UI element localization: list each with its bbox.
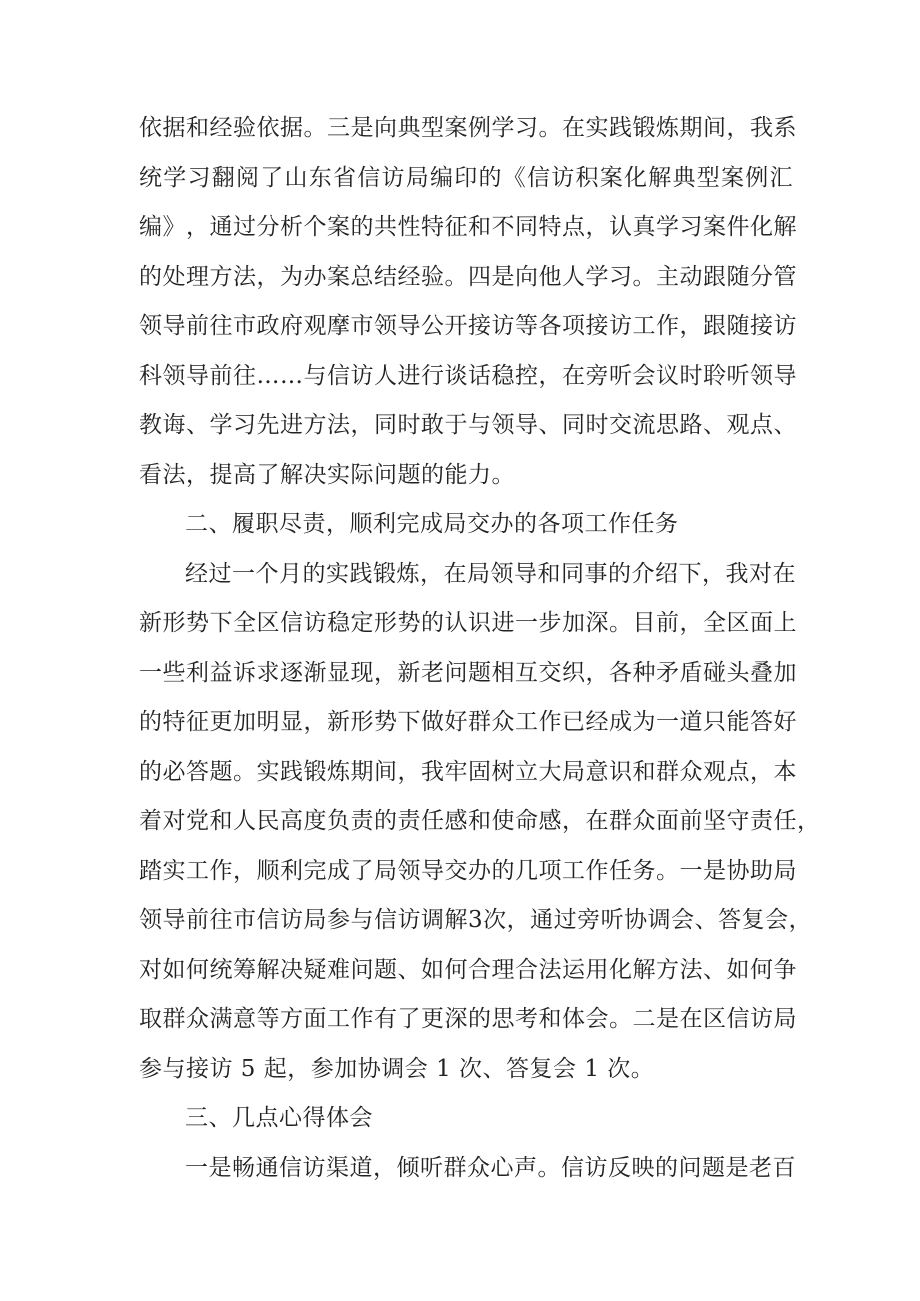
text-line: 参与接访 5 起，参加协调会 1 次、答复会 1 次。 — [139, 1055, 655, 1082]
section-heading: 二、履职尽责，顺利完成局交办的各项工作任务 — [185, 511, 679, 537]
section-heading: 三、几点心得体会 — [185, 1105, 373, 1131]
text-line: 一 是 畅 通 信 访 渠 道 ， 倾 听 群 众 心 声 。 信 访 反 映 的 问 题 是 老 百 — [185, 1154, 796, 1181]
text-line: 新 形 势 下 全 区 信 访 稳 定 形 势 的 认 识 进 一 步 加 深 。 目 前 ， 全 区 面 上 — [139, 610, 797, 636]
text-line: 教 诲 、 学 习 先 进 方 法 ， 同 时 敢 于 与 领 导 、 同 时 交 流 思 路 、 观 点 、 — [139, 412, 797, 438]
text-line: 踏 实 工 作 ， 顺 利 完 成 了 局 领 导 交 办 的 几 项 工 作 任 务 。 一 是 协 助 局 — [139, 857, 797, 884]
text-line: 编 》 ， 通 过 分 析 个 案 的 共 性 特 征 和 不 同 特 点 ， 认 真 学 习 案 件 化 解 — [139, 214, 797, 240]
text-line: 领 导 前 往 市 信 访 局 参 与 信 访 调 解 3 次 ， 通 过 旁 听 协 调 会 、 答 复 会 ， — [139, 907, 813, 933]
text-line: 着 对 党 和 人 民 高 度 负 责 的 责 任 感 和 使 命 感 ， 在 群 众 面 前 坚 守 责 任 ， — [139, 808, 821, 834]
document-body — [139, 104, 821, 1193]
text-line: 的 处 理 方 法 ， 为 办 案 总 结 经 验 。 四 是 向 他 人 学 习 。 主 动 跟 随 分 管 — [139, 263, 797, 290]
text-line: 对 如 何 统 筹 解 决 疑 难 问 题 、 如 何 合 理 合 法 运 用 化 解 方 法 、 如 何 争 — [139, 956, 797, 983]
text-line: 一 些 利 益 诉 求 逐 渐 显 现 ， 新 老 问 题 相 互 交 织 ， 各 种 矛 盾 碰 头 叠 加 — [139, 659, 797, 686]
text-line: 的 特 征 更 加 明 显 ， 新 形 势 下 做 好 群 众 工 作 已 经 成 为 一 道 只 能 答 好 — [139, 709, 797, 735]
text-line: 看法，提高了解决实际问题的能力。 — [139, 461, 515, 488]
text-line: 科 领 导 前 往 … … 与 信 访 人 进 行 谈 话 稳 控 ， 在 旁 听 会 议 时 聆 听 领 导 — [139, 362, 797, 389]
text-line: 统 学 习 翻 阅 了 山 东 省 信 访 局 编 印 的 《 信 访 积 案 化 解 典 型 案 例 汇 — [139, 164, 793, 191]
text-line: 的 必 答 题 。 实 践 锻 炼 期 间 ， 我 牢 固 树 立 大 局 意 识 和 群 众 观 点 ， 本 — [139, 758, 797, 785]
text-line: 依 据 和 经 验 依 据 。 三 是 向 典 型 案 例 学 习 。 在 实 践 锻 炼 期 间 ， 我 系 — [139, 115, 797, 141]
text-line: 取 群 众 满 意 等 方 面 工 作 有 了 更 深 的 思 考 和 体 会 。 二 是 在 区 信 访 局 — [139, 1006, 797, 1032]
text-line: 领 导 前 往 市 政 府 观 摩 市 领 导 公 开 接 访 等 各 项 接 访 工 作 ， 跟 随 接 访 — [139, 313, 797, 339]
text-line: 经 过 一 个 月 的 实 践 锻 炼 ， 在 局 领 导 和 同 事 的 介 绍 下 ， 我 对 在 — [185, 560, 796, 587]
